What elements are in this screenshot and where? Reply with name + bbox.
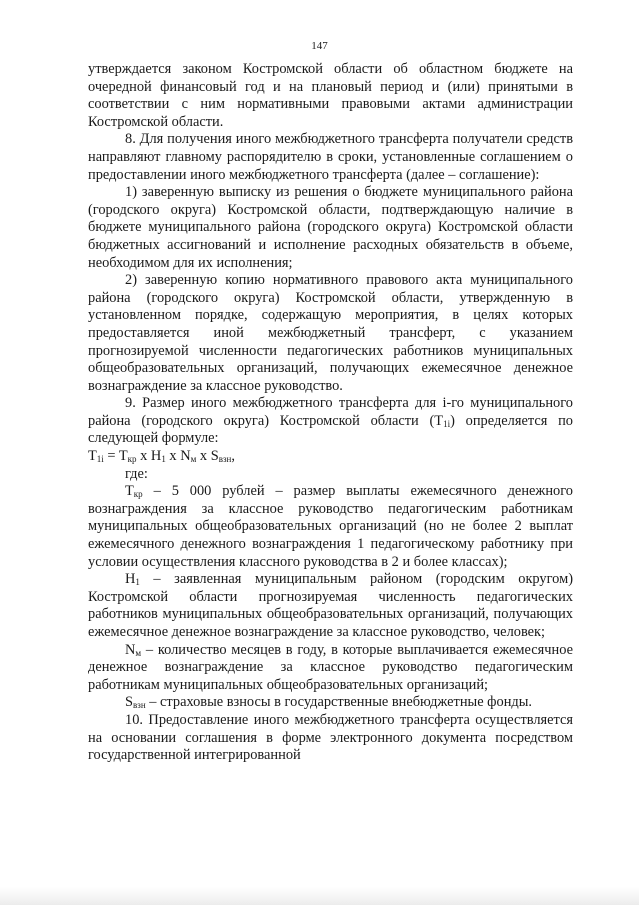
paragraph-8: 8. Для получения иного межбюджетного трансферта получатели средств направляют главному распорядителю в сроки, установленные соглашением о предоставлении иного межбюджетного трансферта (далее – соглашение):	[88, 131, 573, 183]
paragraph-8-item-1: 1) заверенную выписку из решения о бюджете муниципального района (городского округа) Костромской области, подтверждающую наличие в бюджете муниципального района (городского округа) Костромской области бюджетных ассигнований и исполнение расходных обязательств в объеме, необходимом для их исполнения;	[88, 184, 573, 271]
formula: $T_{1i} = T_{кр}$ x $H_1$ x $N_м$ x $S_{взн}$,	[88, 448, 235, 465]
paragraph-9: 9. Размер иного межбюджетного трансферта для i-го муниципального района (городского округа) Костромской области $(T_{1i})$ определяется по следующей формуле:	[88, 395, 573, 447]
where-label: где:	[125, 465, 148, 482]
definition-svzn: $S_{взн}$ – страховые взносы в государственные внебюджетные фонды.	[125, 694, 532, 711]
document-body	[88, 61, 573, 765]
page-number: 147	[311, 40, 328, 52]
definition-tkr: $T_{кр} - 5$ 000 рублей – размер выплаты ежемесячного денежного вознаграждения за классное руководство педагогическим работникам муниципальных общеобразовательных организаций (но не более 2 выплат ежемесячного денежного вознаграждения 1 педагогическому работнику при условии осуществления классного руководства в 2 и более классах);	[88, 483, 573, 570]
definition-nm: $N_м$ – количество месяцев в году, в которые выплачивается ежемесячное денежное вознаграждение за классное руководство педагогическим работникам муниципальных общеобразовательных организаций;	[88, 641, 573, 693]
paragraph-8-item-2: 2) заверенную копию нормативного правового акта муниципального района (городского округа) Костромской области, утвержденную в установленном порядке, содержащую мероприятия, в целях которых предоставляется иной межбюджетный трансферт, с указанием прогнозируемой численности педагогических работников муниципальных общеобразовательных организаций, получающих ежемесячное денежное вознаграждение за классное руководство.	[88, 272, 573, 394]
paragraph-continuation: утверждается законом Костромской области об областном бюджете на очередной финансовый год и на плановый период и (или) принятыми в соответствии с ним нормативными правовыми актами администрации Костромской области.	[88, 61, 573, 130]
page-bottom-edge	[0, 887, 639, 905]
paragraph-10: 10. Предоставление иного межбюджетного трансферта осуществляется на основании соглашения в форме электронного документа посредством государственной интегрированной	[88, 711, 573, 764]
definition-h1: $H_1$ – заявленная муниципальным районом (городским округом) Костромской области прогнозируемая численность педагогических работников муниципальных общеобразовательных организаций, получающих ежемесячное денежное вознаграждение за классное руководство, человек;	[88, 571, 573, 640]
